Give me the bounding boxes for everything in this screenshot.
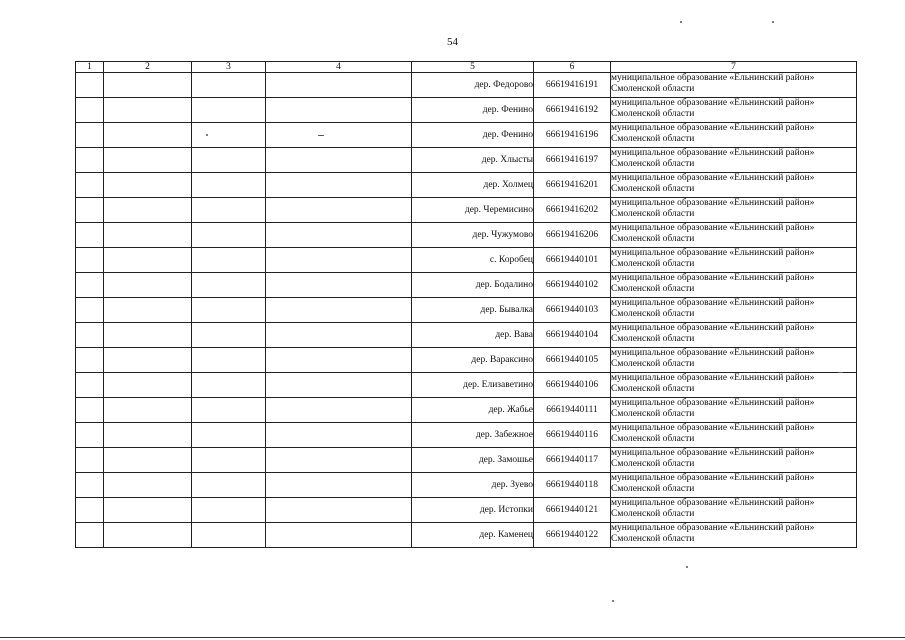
municipality-line-1: муниципальное образование «Ельнинский район» — [611, 198, 815, 208]
oktmo-code-cell: 66619416201 — [534, 173, 611, 198]
empty-cell — [266, 523, 412, 548]
empty-cell — [104, 448, 192, 473]
municipality-cell — [611, 398, 857, 423]
table-row — [76, 148, 857, 173]
empty-cell — [266, 248, 412, 273]
table-row — [76, 423, 857, 448]
oktmo-code-cell: 66619440105 — [534, 348, 611, 373]
oktmo-code-cell: 66619440118 — [534, 473, 611, 498]
empty-cell — [76, 273, 104, 298]
oktmo-code-cell: 66619416197 — [534, 148, 611, 173]
empty-cell — [76, 373, 104, 398]
scan-speck — [686, 566, 688, 568]
municipality-line-2: Смоленской области — [611, 534, 695, 544]
municipality-cell — [611, 323, 857, 348]
settlement-name-cell: дер. Фенино — [412, 98, 534, 123]
municipality-cell — [611, 298, 857, 323]
empty-cell — [104, 423, 192, 448]
settlement-name-cell: дер. Федорово — [412, 73, 534, 98]
settlement-name-cell: дер. Жабье — [412, 398, 534, 423]
oktmo-code-cell: 66619440101 — [534, 248, 611, 273]
settlement-name-cell: дер. Забежное — [412, 423, 534, 448]
empty-cell — [76, 348, 104, 373]
municipality-line-1: муниципальное образование «Ельнинский район» — [611, 73, 815, 83]
empty-cell — [192, 223, 266, 248]
municipality-line-1: муниципальное образование «Ельнинский район» — [611, 398, 815, 408]
settlement-name-cell: дер. Вава — [412, 323, 534, 348]
empty-cell — [104, 248, 192, 273]
empty-cell — [104, 173, 192, 198]
municipality-line-1: муниципальное образование «Ельнинский район» — [611, 423, 815, 433]
empty-cell — [104, 348, 192, 373]
table-row — [76, 73, 857, 98]
empty-cell — [266, 173, 412, 198]
empty-cell — [104, 498, 192, 523]
empty-cell — [192, 348, 266, 373]
municipality-cell — [611, 223, 857, 248]
empty-cell — [266, 148, 412, 173]
empty-cell — [104, 148, 192, 173]
municipality-line-1: муниципальное образование «Ельнинский район» — [611, 523, 815, 533]
header-row — [76, 62, 857, 73]
empty-cell — [104, 273, 192, 298]
empty-cell — [192, 323, 266, 348]
table-row — [76, 173, 857, 198]
empty-cell — [266, 423, 412, 448]
municipality-cell — [611, 123, 857, 148]
column-header: 1 — [76, 62, 104, 73]
empty-cell — [192, 148, 266, 173]
oktmo-code-cell: 66619440103 — [534, 298, 611, 323]
table-row — [76, 273, 857, 298]
empty-cell — [266, 398, 412, 423]
settlement-name-cell: дер. Хлысты — [412, 148, 534, 173]
empty-cell — [76, 398, 104, 423]
municipality-cell — [611, 448, 857, 473]
municipality-line-1: муниципальное образование «Ельнинский район» — [611, 98, 815, 108]
empty-cell — [266, 98, 412, 123]
empty-cell — [76, 198, 104, 223]
municipality-cell — [611, 423, 857, 448]
municipality-line-1: муниципальное образование «Ельнинский район» — [611, 273, 815, 283]
municipality-line-2: Смоленской области — [611, 484, 695, 494]
empty-cell — [76, 223, 104, 248]
scan-speck — [206, 134, 208, 136]
empty-cell — [192, 398, 266, 423]
empty-cell — [76, 148, 104, 173]
empty-cell — [192, 373, 266, 398]
oktmo-code-cell: 66619416196 — [534, 123, 611, 148]
settlement-name-cell: дер. Бодалино — [412, 273, 534, 298]
empty-cell — [104, 373, 192, 398]
empty-cell — [192, 73, 266, 98]
municipality-line-2: Смоленской области — [611, 284, 695, 294]
oktmo-code-cell: 66619440102 — [534, 273, 611, 298]
column-header: 3 — [192, 62, 266, 73]
empty-cell — [192, 273, 266, 298]
oktmo-code-cell: 66619416192 — [534, 98, 611, 123]
scan-speck — [318, 135, 324, 136]
empty-cell — [76, 473, 104, 498]
settlement-name-cell: дер. Черемисино — [412, 198, 534, 223]
municipality-line-1: муниципальное образование «Ельнинский район» — [611, 348, 815, 358]
empty-cell — [266, 473, 412, 498]
empty-cell — [192, 198, 266, 223]
table-body — [76, 73, 857, 548]
empty-cell — [192, 123, 266, 148]
empty-cell — [76, 498, 104, 523]
column-header: 7 — [611, 62, 857, 73]
oktmo-code-cell: 66619440122 — [534, 523, 611, 548]
municipality-line-1: муниципальное образование «Ельнинский район» — [611, 298, 815, 308]
municipality-line-2: Смоленской области — [611, 184, 695, 194]
scan-speck — [680, 21, 682, 23]
oktmo-code-cell: 66619440117 — [534, 448, 611, 473]
empty-cell — [266, 273, 412, 298]
oktmo-code-cell: 66619416206 — [534, 223, 611, 248]
municipality-cell — [611, 523, 857, 548]
column-header: 2 — [104, 62, 192, 73]
municipality-line-2: Смоленской области — [611, 409, 695, 419]
municipality-line-2: Смоленской области — [611, 459, 695, 469]
empty-cell — [266, 373, 412, 398]
table-row — [76, 373, 857, 398]
empty-cell — [76, 448, 104, 473]
scan-speck — [612, 600, 614, 602]
empty-cell — [266, 123, 412, 148]
municipality-line-1: муниципальное образование «Ельнинский район» — [611, 448, 815, 458]
table-row — [76, 98, 857, 123]
settlement-name-cell: с. Коробец — [412, 248, 534, 273]
municipality-line-2: Смоленской области — [611, 384, 695, 394]
municipality-line-2: Смоленской области — [611, 134, 695, 144]
oktmo-code-cell: 66619440106 — [534, 373, 611, 398]
municipality-line-2: Смоленской области — [611, 434, 695, 444]
municipality-line-2: Смоленской области — [611, 359, 695, 369]
empty-cell — [192, 298, 266, 323]
empty-cell — [192, 448, 266, 473]
settlement-name-cell: дер. Замошье — [412, 448, 534, 473]
municipality-cell — [611, 98, 857, 123]
municipality-line-2: Смоленской области — [611, 109, 695, 119]
empty-cell — [192, 473, 266, 498]
oktmo-code-cell: 66619440111 — [534, 398, 611, 423]
empty-cell — [266, 73, 412, 98]
municipality-line-1: муниципальное образование «Ельнинский район» — [611, 173, 815, 183]
empty-cell — [76, 73, 104, 98]
empty-cell — [266, 348, 412, 373]
oktmo-code-cell: 66619416202 — [534, 198, 611, 223]
municipality-cell — [611, 173, 857, 198]
empty-cell — [266, 298, 412, 323]
empty-cell — [104, 98, 192, 123]
municipality-cell — [611, 148, 857, 173]
municipality-cell — [611, 373, 857, 398]
scan-edge-line — [0, 637, 905, 638]
table-row — [76, 248, 857, 273]
column-header: 4 — [266, 62, 412, 73]
empty-cell — [104, 473, 192, 498]
municipality-cell — [611, 73, 857, 98]
empty-cell — [104, 323, 192, 348]
scan-speck — [838, 372, 843, 373]
settlement-name-cell: дер. Истопки — [412, 498, 534, 523]
settlement-name-cell: дер. Холмец — [412, 173, 534, 198]
empty-cell — [266, 198, 412, 223]
municipality-line-1: муниципальное образование «Ельнинский район» — [611, 148, 815, 158]
empty-cell — [192, 173, 266, 198]
empty-cell — [192, 423, 266, 448]
municipality-line-1: муниципальное образование «Ельнинский район» — [611, 123, 815, 133]
municipality-line-2: Смоленской области — [611, 309, 695, 319]
empty-cell — [104, 398, 192, 423]
empty-cell — [76, 98, 104, 123]
empty-cell — [104, 523, 192, 548]
municipality-line-1: муниципальное образование «Ельнинский район» — [611, 373, 815, 383]
municipality-line-2: Смоленской области — [611, 159, 695, 169]
municipality-cell — [611, 348, 857, 373]
municipality-line-2: Смоленской области — [611, 334, 695, 344]
table-row — [76, 348, 857, 373]
oktmo-code-cell: 66619440116 — [534, 423, 611, 448]
municipality-line-1: муниципальное образование «Ельнинский район» — [611, 223, 815, 233]
table-row — [76, 198, 857, 223]
table-row — [76, 323, 857, 348]
empty-cell — [104, 123, 192, 148]
settlement-name-cell: дер. Вараксино — [412, 348, 534, 373]
page-number: 54 — [447, 36, 458, 48]
municipality-cell — [611, 498, 857, 523]
empty-cell — [76, 323, 104, 348]
settlements-table — [75, 61, 857, 548]
municipality-line-1: муниципальное образование «Ельнинский район» — [611, 248, 815, 258]
oktmo-code-cell: 66619440104 — [534, 323, 611, 348]
settlement-name-cell: дер. Зуево — [412, 473, 534, 498]
municipality-line-2: Смоленской области — [611, 509, 695, 519]
municipality-cell — [611, 273, 857, 298]
table-row — [76, 448, 857, 473]
column-header: 6 — [534, 62, 611, 73]
table-row — [76, 298, 857, 323]
settlement-name-cell: дер. Каменец — [412, 523, 534, 548]
empty-cell — [76, 423, 104, 448]
empty-cell — [104, 298, 192, 323]
empty-cell — [266, 323, 412, 348]
empty-cell — [266, 223, 412, 248]
empty-cell — [76, 298, 104, 323]
table-row — [76, 498, 857, 523]
empty-cell — [266, 448, 412, 473]
table-row — [76, 473, 857, 498]
municipality-cell — [611, 248, 857, 273]
empty-cell — [76, 123, 104, 148]
scan-speck — [772, 21, 774, 23]
table-row — [76, 123, 857, 148]
settlement-name-cell: дер. Фенино — [412, 123, 534, 148]
oktmo-code-cell: 66619416191 — [534, 73, 611, 98]
empty-cell — [192, 248, 266, 273]
table-row — [76, 523, 857, 548]
empty-cell — [192, 498, 266, 523]
municipality-line-1: муниципальное образование «Ельнинский район» — [611, 473, 815, 483]
settlement-name-cell: дер. Чужумово — [412, 223, 534, 248]
empty-cell — [192, 523, 266, 548]
municipality-line-1: муниципальное образование «Ельнинский район» — [611, 498, 815, 508]
municipality-cell — [611, 198, 857, 223]
municipality-line-1: муниципальное образование «Ельнинский район» — [611, 323, 815, 333]
table-row — [76, 398, 857, 423]
oktmo-code-cell: 66619440121 — [534, 498, 611, 523]
empty-cell — [76, 248, 104, 273]
column-header: 5 — [412, 62, 534, 73]
table-row — [76, 223, 857, 248]
municipality-line-2: Смоленской области — [611, 209, 695, 219]
empty-cell — [104, 223, 192, 248]
empty-cell — [76, 523, 104, 548]
municipality-line-2: Смоленской области — [611, 84, 695, 94]
empty-cell — [192, 98, 266, 123]
municipality-line-2: Смоленской области — [611, 234, 695, 244]
settlement-name-cell: дер. Бывалка — [412, 298, 534, 323]
municipality-line-2: Смоленской области — [611, 259, 695, 269]
empty-cell — [104, 198, 192, 223]
municipality-cell — [611, 473, 857, 498]
empty-cell — [104, 73, 192, 98]
empty-cell — [76, 173, 104, 198]
settlement-name-cell: дер. Елизаветино — [412, 373, 534, 398]
empty-cell — [266, 498, 412, 523]
